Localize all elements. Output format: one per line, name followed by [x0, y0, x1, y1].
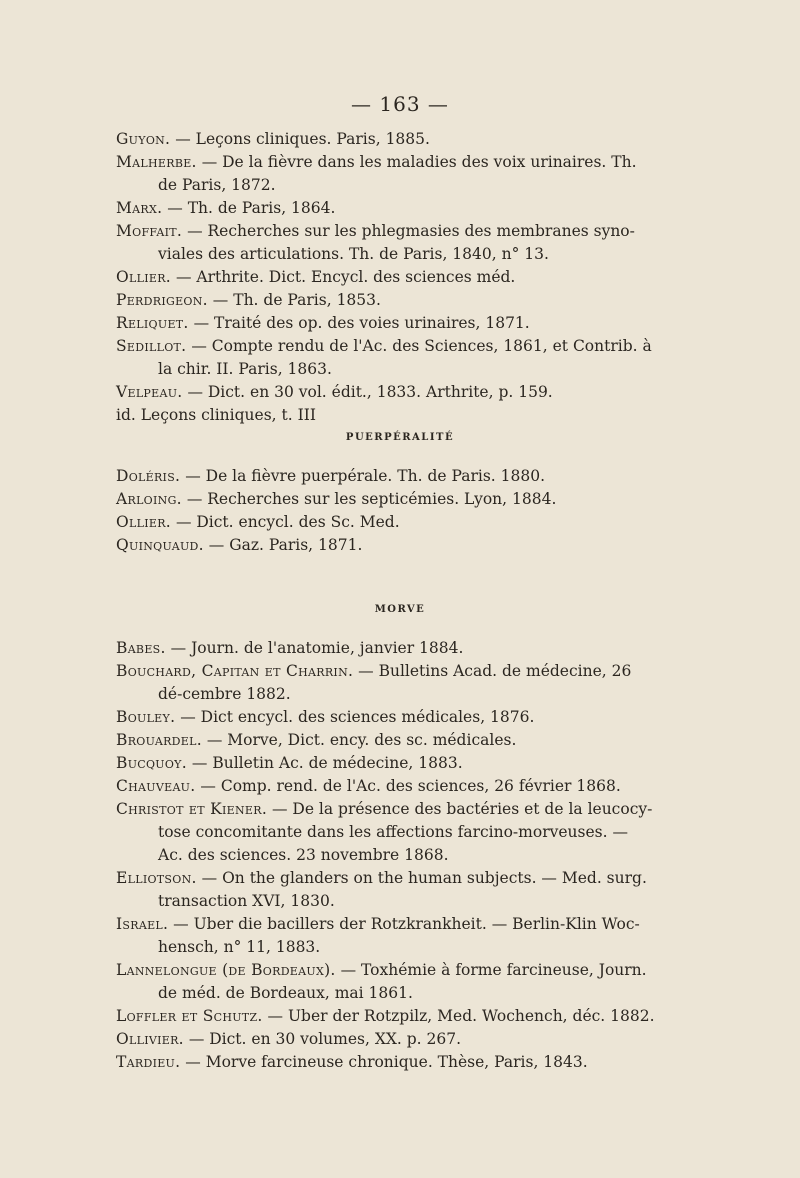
bibliography-entry — [116, 197, 656, 220]
entry-text: — Traité des op. des voies urinaires, 1871. — [188, 314, 530, 332]
bibliography-section-morve — [116, 637, 656, 1074]
bibliography-entry — [116, 1028, 656, 1051]
entry-author: Perdrigeon. — [116, 291, 208, 309]
entry-text: — Gaz. Paris, 1871. — [203, 536, 363, 554]
bibliography-entry — [116, 335, 656, 381]
bibliography-entry — [116, 660, 656, 706]
bibliography-entry — [116, 289, 656, 312]
bibliography-entry — [116, 1005, 656, 1028]
entry-text: — De la fièvre dans les maladies des voix urinaires. Th. de Paris, 1872. — [158, 153, 637, 194]
entry-text: — Compte rendu de l'Ac. des Sciences, 1861, et Contrib. à la chir. II. Paris, 1863. — [158, 337, 652, 378]
entry-text: — Dict. en 30 vol. édit., 1833. Arthrite, p. 159. — [182, 383, 553, 401]
entry-text: — Th. de Paris, 1864. — [162, 199, 336, 217]
bibliography-section-puerperalite — [116, 465, 656, 557]
bibliography-entry — [116, 534, 656, 557]
bibliography-entry — [116, 220, 656, 266]
bibliography-entry — [116, 706, 656, 729]
entry-text: — Dict. encycl. des Sc. Med. — [171, 513, 400, 531]
entry-author: Bouley. — [116, 708, 176, 726]
entry-text: — De la fièvre puerpérale. Th. de Paris. 1880. — [180, 467, 546, 485]
bibliography-entry — [116, 867, 656, 913]
entry-text: — Dict. en 30 volumes, XX. p. 267. — [183, 1030, 462, 1048]
bibliography-entry — [116, 312, 656, 335]
entry-author: Quinquaud. — [116, 536, 204, 554]
entry-text: — Toxhémie à forme farcineuse, Journ. de méd. de Bordeaux, mai 1861. — [158, 961, 647, 1002]
entry-author: Elliotson. — [116, 869, 197, 887]
entry-author: Ollier. — [116, 513, 172, 531]
bibliography-entry — [116, 1051, 656, 1074]
bibliography-entry — [116, 266, 656, 289]
entry-text: — Recherches sur les septicémies. Lyon, 1884. — [181, 490, 557, 508]
bibliography-entry — [116, 465, 656, 488]
entry-author: Christot et Kiener. — [116, 800, 268, 818]
entry-text: — Bulletins Acad. de médecine, 26 dé-cembre 1882. — [158, 662, 632, 703]
entry-text: — Leçons cliniques. Paris, 1885. — [170, 130, 430, 148]
bibliography-entry — [116, 959, 656, 1005]
entry-text: — Th. de Paris, 1853. — [207, 291, 381, 309]
entry-text: — Arthrite. Dict. Encycl. des sciences méd. — [171, 268, 516, 286]
bibliography-entry — [116, 488, 656, 511]
entry-author: Arloing. — [116, 490, 182, 508]
entry-author: Israel. — [116, 915, 169, 933]
bibliography-entry — [116, 729, 656, 752]
entry-author: Ollivier. — [116, 1030, 184, 1048]
entry-author: Chauveau. — [116, 777, 196, 795]
page-number: — 163 — — [351, 92, 449, 116]
entry-text: — Bulletin Ac. de médecine, 1883. — [186, 754, 463, 772]
entry-author: Ollier. — [116, 268, 172, 286]
entry-text: id. Leçons cliniques, t. III — [116, 406, 316, 424]
entry-text: — Uber die bacillers der Rotzkrankheit. — Berlin-Klin Woc-hensch, n° 11, 1883. — [158, 915, 640, 956]
entry-text: — Morve farcineuse chronique. Thèse, Paris, 1843. — [180, 1053, 588, 1071]
entry-author: Sedillot. — [116, 337, 187, 355]
entry-text: — Morve, Dict. ency. des sc. médicales. — [201, 731, 517, 749]
bibliography-entry — [116, 404, 656, 427]
entry-text: — Comp. rend. de l'Ac. des sciences, 26 février 1868. — [195, 777, 621, 795]
entry-author: Brouardel. — [116, 731, 202, 749]
bibliography-entry — [116, 511, 656, 534]
entry-author: Malherbe. — [116, 153, 197, 171]
entry-text: — Uber der Rotzpilz, Med. Wochench, déc. 1882. — [262, 1007, 655, 1025]
entry-author: Reliquet. — [116, 314, 189, 332]
entry-author: Moffait. — [116, 222, 183, 240]
entry-author: Babes. — [116, 639, 166, 657]
bibliography-entry — [116, 752, 656, 775]
entry-text: — Dict encycl. des sciences médicales, 1876. — [175, 708, 535, 726]
bibliography-entry — [116, 151, 656, 197]
entry-author: Velpeau. — [116, 383, 183, 401]
entry-author: Tardieu. — [116, 1053, 181, 1071]
entry-text: — De la présence des bactéries et de la leucocy-tose concomitante dans les affections farcino-morveuses. — Ac. des sciences. 23 novembre 1868. — [158, 800, 653, 864]
bibliography-entry — [116, 775, 656, 798]
bibliography-entry — [116, 798, 656, 867]
entry-text: — Journ. de l'anatomie, janvier 1884. — [165, 639, 464, 657]
entry-author: Lannelongue (de Bordeaux). — [116, 961, 336, 979]
entry-author: Bouchard, Capitan et Charrin. — [116, 662, 354, 680]
entry-author: Guyon. — [116, 130, 171, 148]
bibliography-entry — [116, 913, 656, 959]
entry-author: Loffler et Schutz. — [116, 1007, 263, 1025]
entry-text: — On the glanders on the human subjects. — Med. surg. transaction XVI, 1830. — [158, 869, 647, 910]
entry-text: — Recherches sur les phlegmasies des membranes syno-viales des articulations. Th. de Paris, 1840, n° 13. — [158, 222, 635, 263]
bibliography-entry — [116, 381, 656, 404]
section-heading-puerperalite: PUERPÉRALITÉ — [345, 432, 455, 443]
entry-author: Marx. — [116, 199, 163, 217]
section-heading-morve: MORVE — [374, 604, 426, 615]
entry-author: Bucquoy. — [116, 754, 187, 772]
entry-author: Doléris. — [116, 467, 181, 485]
bibliography-entry — [116, 128, 656, 151]
bibliography-entry — [116, 637, 656, 660]
bibliography-section-general — [116, 128, 656, 427]
